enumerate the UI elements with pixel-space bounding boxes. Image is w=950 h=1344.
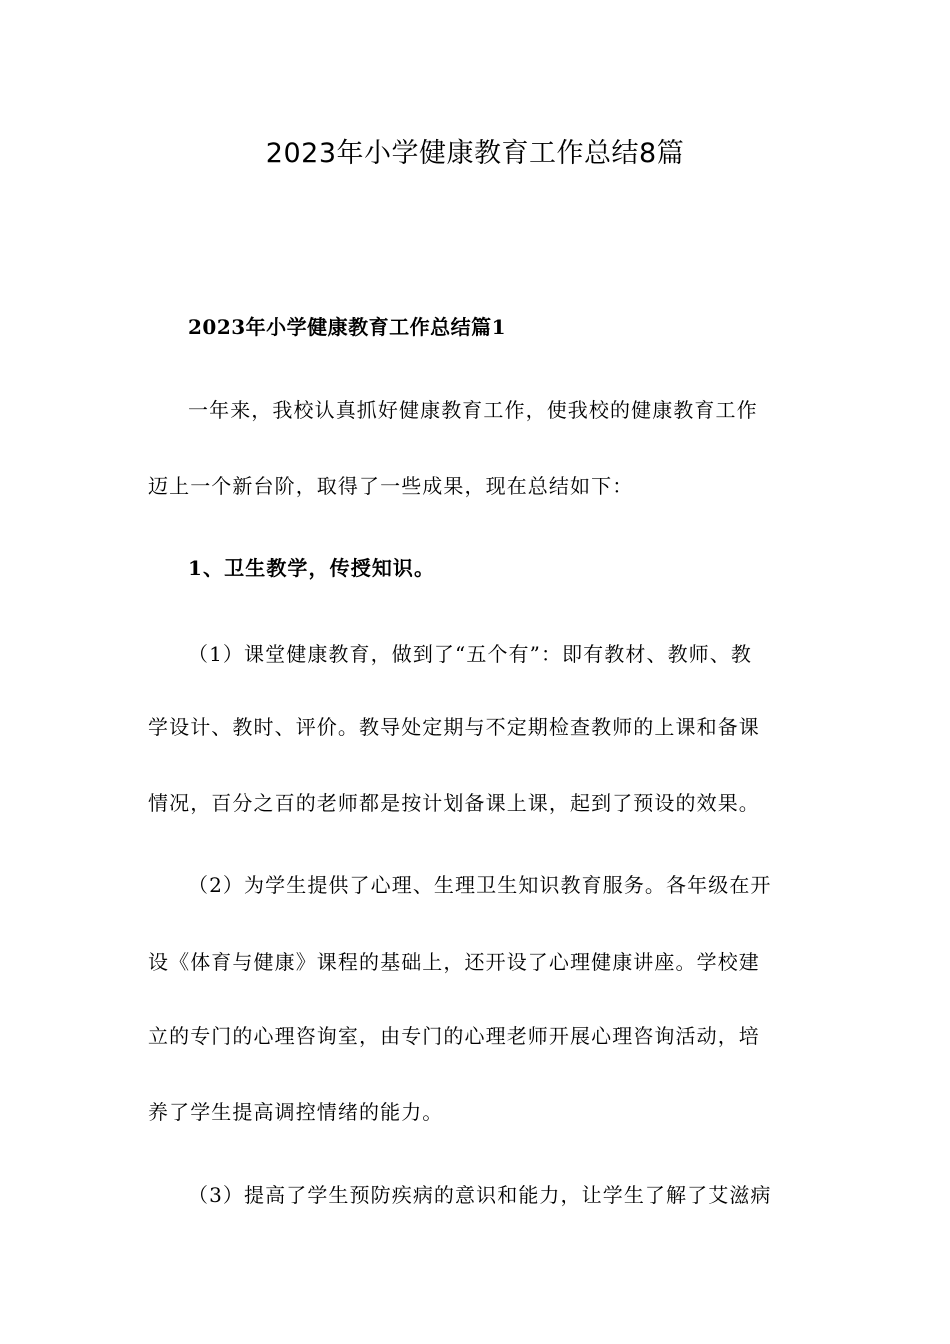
paragraph-line: 设《体育与健康》课程的基础上，还开设了心理健康讲座。学校建 — [148, 950, 760, 974]
paragraph-line: （2）为学生提供了心理、生理卫生知识教育服务。各年级在开 — [188, 873, 772, 897]
paragraph-line: （1）课堂健康教育，做到了“五个有”：即有教材、教师、教 — [188, 642, 752, 666]
paragraph-line: 学设计、教时、评价。教导处定期与不定期检查教师的上课和备课 — [148, 715, 760, 739]
paragraph-line: 一年来，我校认真抓好健康教育工作，使我校的健康教育工作 — [188, 398, 758, 422]
paragraph-line: 情况，百分之百的老师都是按计划备课上课，起到了预设的效果。 — [148, 791, 760, 815]
section-heading: 2023年小学健康教育工作总结篇1 — [188, 315, 507, 339]
paragraph-line: 立的专门的心理咨询室，由专门的心理老师开展心理咨询活动，培 — [148, 1024, 760, 1048]
paragraph-line: 养了学生提高调控情绪的能力。 — [148, 1100, 444, 1124]
subsection-heading: 1、卫生教学，传授知识。 — [188, 556, 436, 580]
paragraph-line: （3）提高了学生预防疾病的意识和能力，让学生了解了艾滋病 — [188, 1183, 772, 1207]
document-title: 2023年小学健康教育工作总结8篇 — [265, 138, 685, 169]
paragraph-line: 迈上一个新台阶，取得了一些成果，现在总结如下： — [148, 474, 634, 498]
